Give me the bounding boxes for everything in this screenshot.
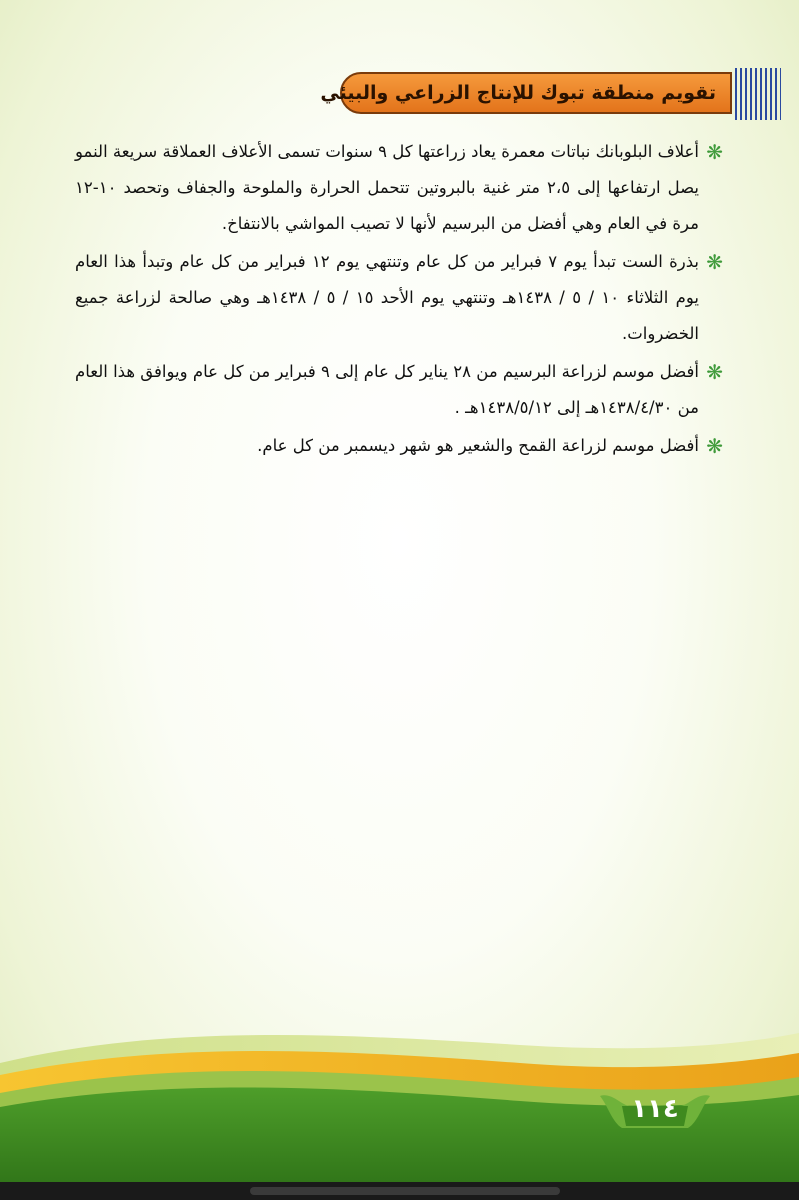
paragraph-text: أعلاف البلوبانك نباتات معمرة يعاد زراعتها كل ٩ سنوات تسمى الأعلاف العملاقة سريعة النمو يصل ارتفاعها إلى ٢،٥ متر غنية بالبروتين تتحمل الحرارة والملوحة والجفاف وتحصد ١٠-١٢ مرة في العام وهي أفضل من البرسيم لأنها لا تصيب المواشي بالانتفاخ. <box>75 142 699 233</box>
header-banner <box>320 72 732 114</box>
header-stripes-decoration <box>735 68 781 120</box>
main-content <box>75 134 723 466</box>
bullet-asterisk-icon: ❋ <box>706 360 723 384</box>
paragraph-1 <box>75 134 723 242</box>
paragraph-4 <box>75 428 723 464</box>
paragraph-3 <box>75 354 723 426</box>
page-number-badge <box>592 1088 718 1138</box>
bullet-asterisk-icon: ❋ <box>706 434 723 458</box>
paragraph-text: بذرة الست تبدأ يوم ٧ فبراير من كل عام وتنتهي يوم ١٢ فبراير من كل عام وتبدأ هذا العام يوم الثلاثاء ١٠ / ٥ / ١٤٣٨هـ وتنتهي يوم الأحد ١٥ / ٥ / ١٤٣٨هـ وهي صالحة لزراعة جميع الخضروات. <box>75 252 699 343</box>
page-number: ١١٤ <box>631 1094 679 1124</box>
bottom-bar-segment <box>250 1187 560 1195</box>
paragraph-2 <box>75 244 723 352</box>
bullet-asterisk-icon: ❋ <box>706 140 723 164</box>
paragraph-text: أفضل موسم لزراعة القمح والشعير هو شهر ديسمبر من كل عام. <box>257 436 699 455</box>
paragraph-text: أفضل موسم لزراعة البرسيم من ٢٨ يناير كل عام إلى ٩ فبراير من كل عام ويوافق هذا العام من ١٤٣٨/٤/٣٠هـ إلى ١٤٣٨/٥/١٢هـ . <box>75 362 699 417</box>
page-header-title: تقويم منطقة تبوك للإنتاج الزراعي والبيئي <box>320 82 716 104</box>
bullet-asterisk-icon: ❋ <box>706 250 723 274</box>
bottom-bar <box>0 1182 799 1200</box>
